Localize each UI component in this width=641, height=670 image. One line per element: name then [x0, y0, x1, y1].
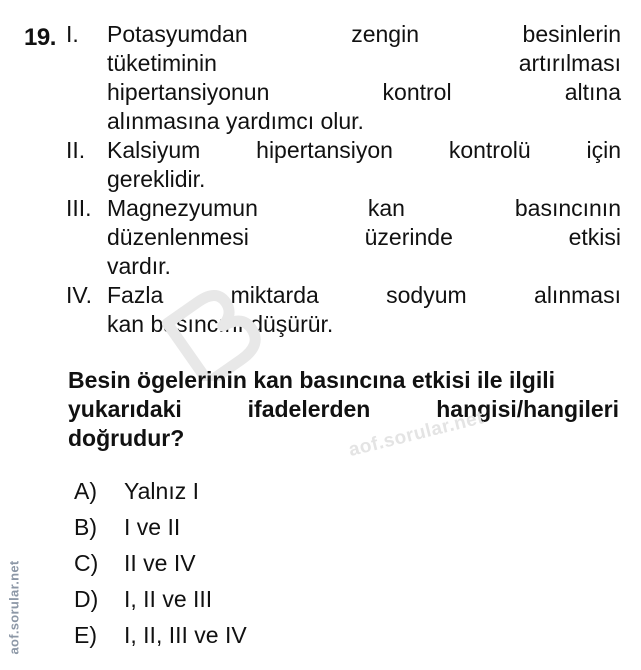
word: besinlerin: [522, 21, 621, 47]
statement-3: [66, 194, 621, 281]
word: vardır.: [107, 253, 171, 279]
option-d[interactable]: [74, 585, 247, 621]
option-text: Yalnız I: [124, 478, 199, 504]
word: gereklidir.: [107, 166, 206, 192]
word: altına: [564, 79, 621, 105]
statement-1: [66, 20, 621, 136]
option-text: II ve IV: [124, 550, 196, 576]
option-letter: D): [74, 586, 99, 612]
option-letter: E): [74, 622, 97, 648]
word: üzerinde: [364, 224, 453, 250]
prompt-text: ifadelerden: [247, 396, 371, 422]
statement-4-numeral: IV.: [66, 282, 93, 308]
answer-options: [74, 477, 247, 657]
statement-2: [66, 136, 621, 194]
option-b[interactable]: [74, 513, 247, 549]
statement-3-numeral: III.: [66, 195, 92, 221]
option-letter: C): [74, 550, 99, 576]
word: artırılması: [518, 50, 621, 76]
word: hipertansiyon: [256, 137, 393, 163]
option-e[interactable]: [74, 621, 247, 657]
word: sodyum: [386, 282, 467, 308]
word: kontrol: [382, 79, 452, 105]
word: tüketiminin: [107, 50, 217, 76]
word: Magnezyumun: [107, 195, 258, 221]
word: etkisi: [568, 224, 621, 250]
word: Kalsiyum: [107, 137, 201, 163]
option-text: I, II, III ve IV: [124, 622, 247, 648]
statement-4: [66, 281, 621, 339]
watermark-text: aof.sorular.net: [346, 407, 487, 462]
word: Potasyumdan: [107, 21, 248, 47]
question-number: 19.: [24, 24, 56, 51]
option-text: I ve II: [124, 514, 181, 540]
word: miktarda: [230, 282, 319, 308]
word: Fazla: [107, 282, 164, 308]
side-watermark-text: aof.sorular.net: [6, 560, 22, 655]
statement-2-numeral: II.: [66, 137, 86, 163]
word: hipertansiyonun: [107, 79, 270, 105]
word: kan basıncını düşürür.: [107, 311, 334, 337]
option-letter: A): [74, 478, 97, 504]
word: alınması: [534, 282, 621, 308]
word: zengin: [351, 21, 419, 47]
option-text: I, II ve III: [124, 586, 213, 612]
statement-1-numeral: I.: [66, 21, 79, 47]
word: kan: [367, 195, 405, 221]
prompt-text: Besin ögelerinin kan basıncına etkisi ile ilgili: [68, 367, 555, 393]
option-a[interactable]: [74, 477, 247, 513]
word: kontrolü: [448, 137, 531, 163]
word: düzenlenmesi: [107, 224, 249, 250]
question-prompt: [68, 366, 619, 453]
word: alınmasına yardımcı olur.: [107, 108, 364, 134]
word: basıncının: [514, 195, 621, 221]
word: için: [586, 137, 621, 163]
prompt-text: hangisi/hangileri: [436, 396, 619, 422]
option-letter: B): [74, 514, 97, 540]
prompt-text: doğrudur?: [68, 425, 185, 451]
option-c[interactable]: [74, 549, 247, 585]
prompt-text: yukarıdaki: [68, 396, 182, 422]
